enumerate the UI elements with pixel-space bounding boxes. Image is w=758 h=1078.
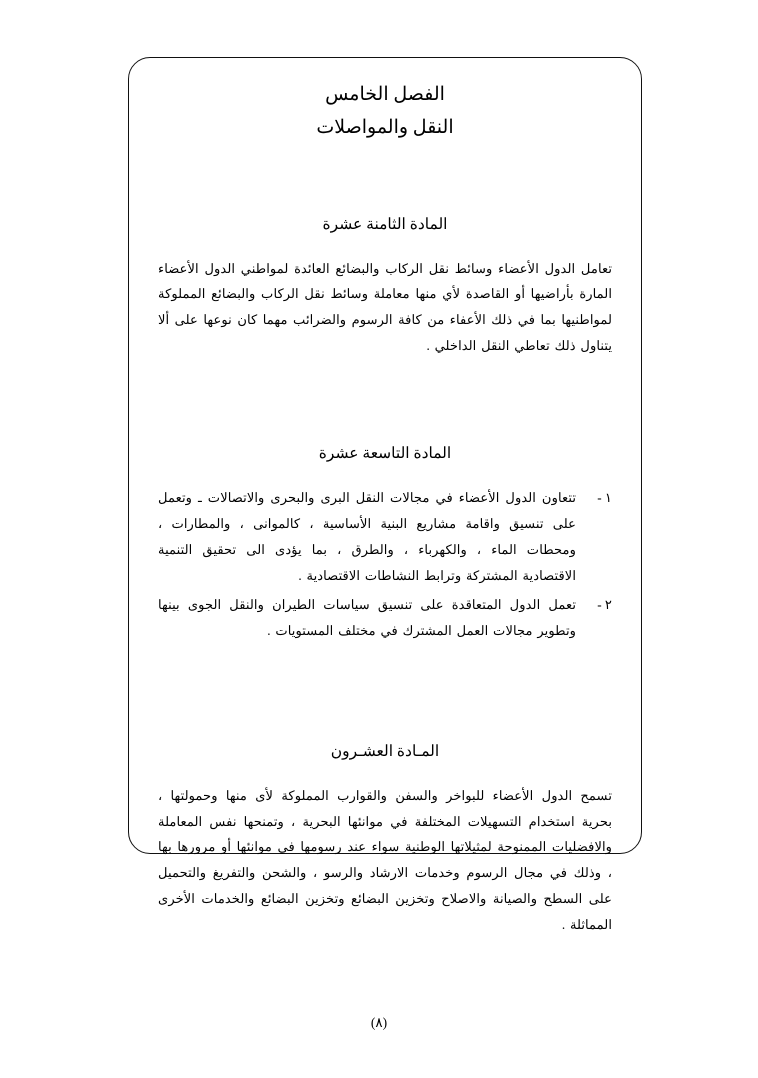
article-18 (152, 215, 618, 359)
spacer-after-article-19 (152, 648, 618, 708)
list-item-marker: ٢ - (597, 597, 612, 613)
chapter-title (152, 78, 618, 145)
article-19 (152, 444, 618, 643)
article-20 (152, 742, 618, 937)
article-19-list (158, 485, 612, 643)
page-number: (٨) (370, 1015, 388, 1030)
article-18-heading: المادة الثامنة عشرة (322, 215, 448, 233)
list-item-text: تعمل الدول المتعاقدة على تنسيق سياسات الطيران والنقل الجوى بينها وتطوير مجالات العمل المشترك في مختلف المستويات . (158, 597, 576, 639)
chapter-title-line-1: الفصل الخامس (325, 84, 445, 105)
spacer-after-article-18 (152, 358, 618, 410)
list-item-text: تتعاون الدول الأعضاء في مجالات النقل البرى والبحرى والاتصالات ـ وتعمل على تنسيق واقامة مشاريع البنية الأساسية ، كالموانى ، والمطارات ، ومحطات الماء ، والكهرباء ، والطرق ، بما يؤدى الى تحقيق التنمية الاقتصادية المشتركة وترابط النشاطات الاقتصادية . (158, 490, 576, 583)
list-item (158, 592, 612, 643)
article-20-heading: المـادة العشـرون (330, 742, 440, 760)
article-18-paragraph-1: تعامل الدول الأعضاء وسائط نقل الركاب والبضائع العائدة لمواطني الدول الأعضاء المارة بأراضيها أو القاصدة لأي منها معاملة وسائط نقل الركاب والبضائع المملوكة لمواطنيها بما في ذلك الأعفاء من كافة الرسوم والضرائب مهما كان نوعها على ألا يتناول ذلك تعاطي النقل الداخلي . (158, 260, 612, 353)
article-20-paragraph-1: تسمح الدول الأعضاء للبواخر والسفن والقوارب المملوكة لأى منها وحمولتها ، بحرية استخدام التسهيلات المختلفة في موانئها البحرية ، وتمنحها نفس المعاملة والافضليات الممنوحة لمثيلاتها الوطنية سواء عند رسومها في موانئها أو مرورها بها ، وذلك في مجال الرسوم وخدمات الارشاد والرسو ، والشحن والتفريغ والتحميل على السطح والصيانة والاصلاح وتخزين البضائع وتخزين البضائع والخدمات الأخرى المماثلة . (158, 787, 612, 932)
chapter-title-line-2: النقل والمواصلات (316, 117, 454, 139)
list-item (158, 485, 612, 588)
list-item-marker: ١ - (597, 490, 612, 506)
page-content (152, 70, 618, 932)
article-19-heading: المادة التاسعة عشرة (318, 445, 452, 463)
